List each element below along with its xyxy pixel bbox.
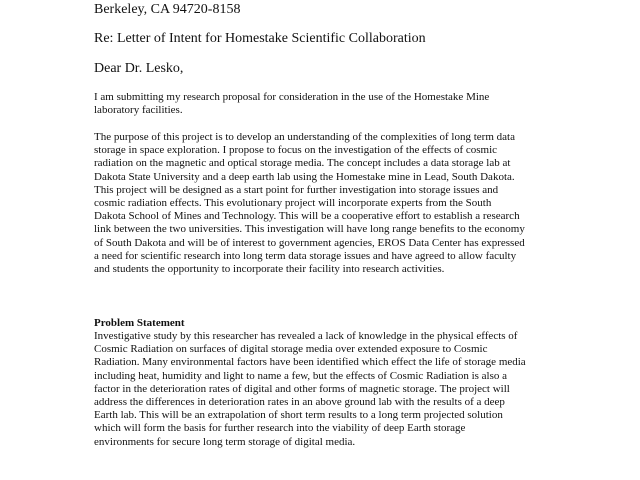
- problem-line: environments for secure long term storage of digital media.: [94, 435, 356, 448]
- purpose-line: and students the opportunity to incorporate their facility into research activities.: [94, 263, 445, 276]
- problem-line: factor in the deterioration rates of digital and other forms of magnetic storage. The project will: [94, 382, 510, 395]
- problem-line: Cosmic Radiation on surfaces of digital storage media over extended exposure to Cosmic: [94, 343, 488, 356]
- purpose-line: Dakota State University and a deep earth lab using the Homestake mine in Lead, South Dakota.: [94, 170, 515, 183]
- purpose-line: a need for scientific research into long term data storage issues and have agreed to allow faculty: [94, 249, 517, 262]
- intro-line: laboratory facilities.: [94, 104, 183, 117]
- problem-line: including heat, humidity and light to name a few, but the effects of Cosmic Radiation is also a: [94, 369, 508, 382]
- intro-paragraph: [94, 91, 554, 117]
- problem-line: Earth lab. This will be an extrapolation of short term results to a long term projected solution: [94, 409, 503, 422]
- salutation: Dear Dr. Lesko,: [94, 61, 184, 76]
- purpose-line: radiation on the magnetic and optical storage media. The concept includes a data storage lab at: [94, 157, 511, 170]
- purpose-line: link between the two universities. This investigation will have long range benefits to the economy: [94, 223, 525, 236]
- purpose-line: cosmic radiation effects. This evolutionary project will incorporate experts from the South: [94, 197, 492, 210]
- intro-line: I am submitting my research proposal for consideration in the use of the Homestake Mine: [94, 91, 490, 103]
- purpose-line: Dakota School of Mines and Technology. This will be a cooperative effort to establish a research: [94, 210, 520, 223]
- purpose-line: This project will be designed as a start point for further investigation into storage issues and: [94, 183, 499, 196]
- problem-line: which will form the basis for further research into the viability of deep Earth storage: [94, 422, 466, 435]
- purpose-line: storage in space exploration. I propose to focus on the investigation of the effects of cosmic: [94, 144, 498, 157]
- problem-line: address the differences in deterioration rates in an above ground lab with the results of a deep: [94, 396, 505, 409]
- purpose-paragraph: [94, 131, 554, 276]
- sender-address-line: Berkeley, CA 94720-8158: [94, 2, 241, 17]
- problem-line: Investigative study by this researcher has revealed a lack of knowledge in the physical effects of: [94, 330, 518, 342]
- problem-line: Radiation. Many environmental factors have been identified which effect the life of storage media: [94, 356, 526, 369]
- problem-statement-heading: Problem Statement: [94, 317, 185, 329]
- subject-line: Re: Letter of Intent for Homestake Scientific Collaboration: [94, 31, 426, 46]
- purpose-line: of South Dakota and will be of interest to government agencies, EROS Data Center has expressed: [94, 236, 525, 249]
- purpose-line: The purpose of this project is to develop an understanding of the complexities of long term data: [94, 131, 515, 143]
- problem-statement-paragraph: [94, 330, 554, 449]
